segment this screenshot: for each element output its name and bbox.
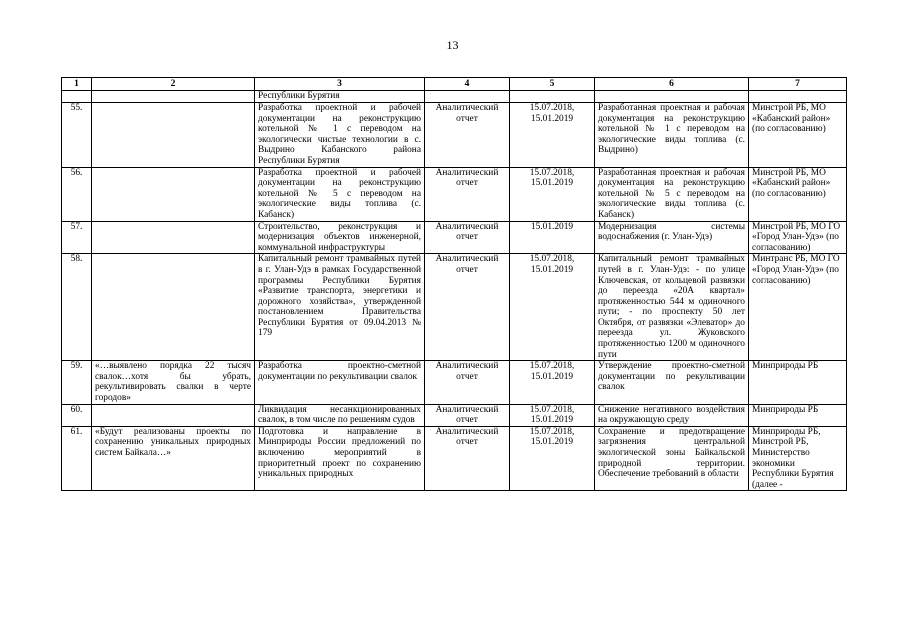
result-cell: Разработанная проектная и рабочая документация на реконструкцию котельной № 5 с переводом на экологические виды топлива (с. Кабанск)	[595, 167, 749, 221]
dates-cell: 15.07.2018, 15.01.2019	[510, 103, 595, 168]
row-number: 61.	[62, 426, 92, 491]
header-cell: 1	[62, 78, 92, 91]
result-cell: Разработанная проектная и рабочая документация на реконструкцию котельной № 1 с переводом на экологические виды топлива (с. Выдрино)	[595, 103, 749, 168]
header-cell: 4	[425, 78, 510, 91]
header-cell: 3	[255, 78, 425, 91]
doc-type-cell: Аналитический отчет	[425, 103, 510, 168]
table-row	[62, 361, 847, 404]
responsible-cell: Минприроды РБ	[749, 404, 847, 426]
table-row	[62, 426, 847, 491]
table-row	[62, 221, 847, 254]
quote-cell	[92, 254, 255, 361]
measure-cell: Строительство, реконструкция и модернизация объектов инженерной, коммунальной инфраструктуры	[255, 221, 425, 254]
measure-cell: Разработка проектной и рабочей документации на реконструкцию котельной № 5 с переводом на экологические виды топлива (с. Кабанск)	[255, 167, 425, 221]
dates-cell: 15.07.2018, 15.01.2019	[510, 167, 595, 221]
quote-cell	[92, 103, 255, 168]
header-row	[62, 78, 847, 91]
doc-type-cell: Аналитический отчет	[425, 221, 510, 254]
table-row	[62, 254, 847, 361]
table-row	[62, 404, 847, 426]
result-cell: Капитальный ремонт трамвайных путей в г. Улан-Удэ: - по улице Ключевская, от кольцевой развязки до переезда «20А квартал» протяженностью 544 м одиночного пути; - по проспекту 50 лет Октября, от развязки «Элеватор» до переезда ул. Жуковского протяженностью 1200 м одиночного пути	[595, 254, 749, 361]
doc-type-cell: Аналитический отчет	[425, 167, 510, 221]
row-number: 60.	[62, 404, 92, 426]
quote-cell	[92, 167, 255, 221]
row-number: 57.	[62, 221, 92, 254]
quote-cell: «Будут реализованы проекты по сохранению уникальных природных систем Байкала…»	[92, 426, 255, 491]
responsible-cell: Минприроды РБ, Минстрой РБ, Министерство экономики Республики Бурятия (далее -	[749, 426, 847, 491]
continuation-text: Республики Бурятия	[255, 91, 425, 103]
doc-type-cell: Аналитический отчет	[425, 254, 510, 361]
responsible-cell: Минстрой РБ, МО «Кабанский район» (по согласованию)	[749, 103, 847, 168]
responsible-cell: Минприроды РБ	[749, 361, 847, 404]
dates-cell: 15.07.2018, 15.01.2019	[510, 426, 595, 491]
header-cell: 2	[92, 78, 255, 91]
row-number: 56.	[62, 167, 92, 221]
measure-cell: Ликвидация несанкционированных свалок, в том числе по решениям судов	[255, 404, 425, 426]
result-cell: Модернизация системы водоснабжения (г. Улан-Удэ)	[595, 221, 749, 254]
plan-table	[61, 77, 847, 491]
responsible-cell: Минтранс РБ, МО ГО «Город Улан-Удэ» (по согласованию)	[749, 254, 847, 361]
dates-cell: 15.07.2018, 15.01.2019	[510, 361, 595, 404]
result-cell: Сохранение и предотвращение загрязнения центральной экологической зоны Байкальской природной территории. Обеспечение требований в области	[595, 426, 749, 491]
measure-cell: Разработка проектной и рабочей документации на реконструкцию котельной № 1 с переводом на экологически чистые технологии в с. Выдрино Кабанского района Республики Бурятия	[255, 103, 425, 168]
header-cell: 7	[749, 78, 847, 91]
dates-cell: 15.07.2018, 15.01.2019	[510, 254, 595, 361]
dates-cell: 15.07.2018, 15.01.2019	[510, 404, 595, 426]
header-cell: 5	[510, 78, 595, 91]
dates-cell: 15.01.2019	[510, 221, 595, 254]
row-number: 55.	[62, 103, 92, 168]
row-number: 59.	[62, 361, 92, 404]
responsible-cell: Минстрой РБ, МО «Кабанский район» (по согласованию)	[749, 167, 847, 221]
quote-cell	[92, 404, 255, 426]
continuation-row	[62, 91, 847, 103]
doc-type-cell: Аналитический отчет	[425, 361, 510, 404]
measure-cell: Подготовка и направление в Минприроды России предложений по включению мероприятий в приоритетный проект по сохранению уникальных природных	[255, 426, 425, 491]
measure-cell: Разработка проектно-сметной документации по рекультивации свалок	[255, 361, 425, 404]
result-cell: Снижение негативного воздействия на окружающую среду	[595, 404, 749, 426]
doc-type-cell: Аналитический отчет	[425, 404, 510, 426]
header-cell: 6	[595, 78, 749, 91]
doc-type-cell: Аналитический отчет	[425, 426, 510, 491]
page-number: 13	[446, 38, 459, 52]
quote-cell	[92, 221, 255, 254]
row-number: 58.	[62, 254, 92, 361]
quote-cell: «…выявлено порядка 22 тысяч свалок…хотя бы убрать, рекультивировать свалки в черте городов»	[92, 361, 255, 404]
table-row	[62, 103, 847, 168]
responsible-cell: Минстрой РБ, МО ГО «Город Улан-Удэ» (по согласованию)	[749, 221, 847, 254]
measure-cell: Капитальный ремонт трамвайных путей в г. Улан-Удэ в рамках Государственной программы Республики Бурятия «Развитие транспорта, энергетики и дорожного хозяйства», утвержденной постановлением Правительства Республики Бурятия от 09.04.2013 № 179	[255, 254, 425, 361]
result-cell: Утверждение проектно-сметной документации по рекультивации свалок	[595, 361, 749, 404]
table-row	[62, 167, 847, 221]
